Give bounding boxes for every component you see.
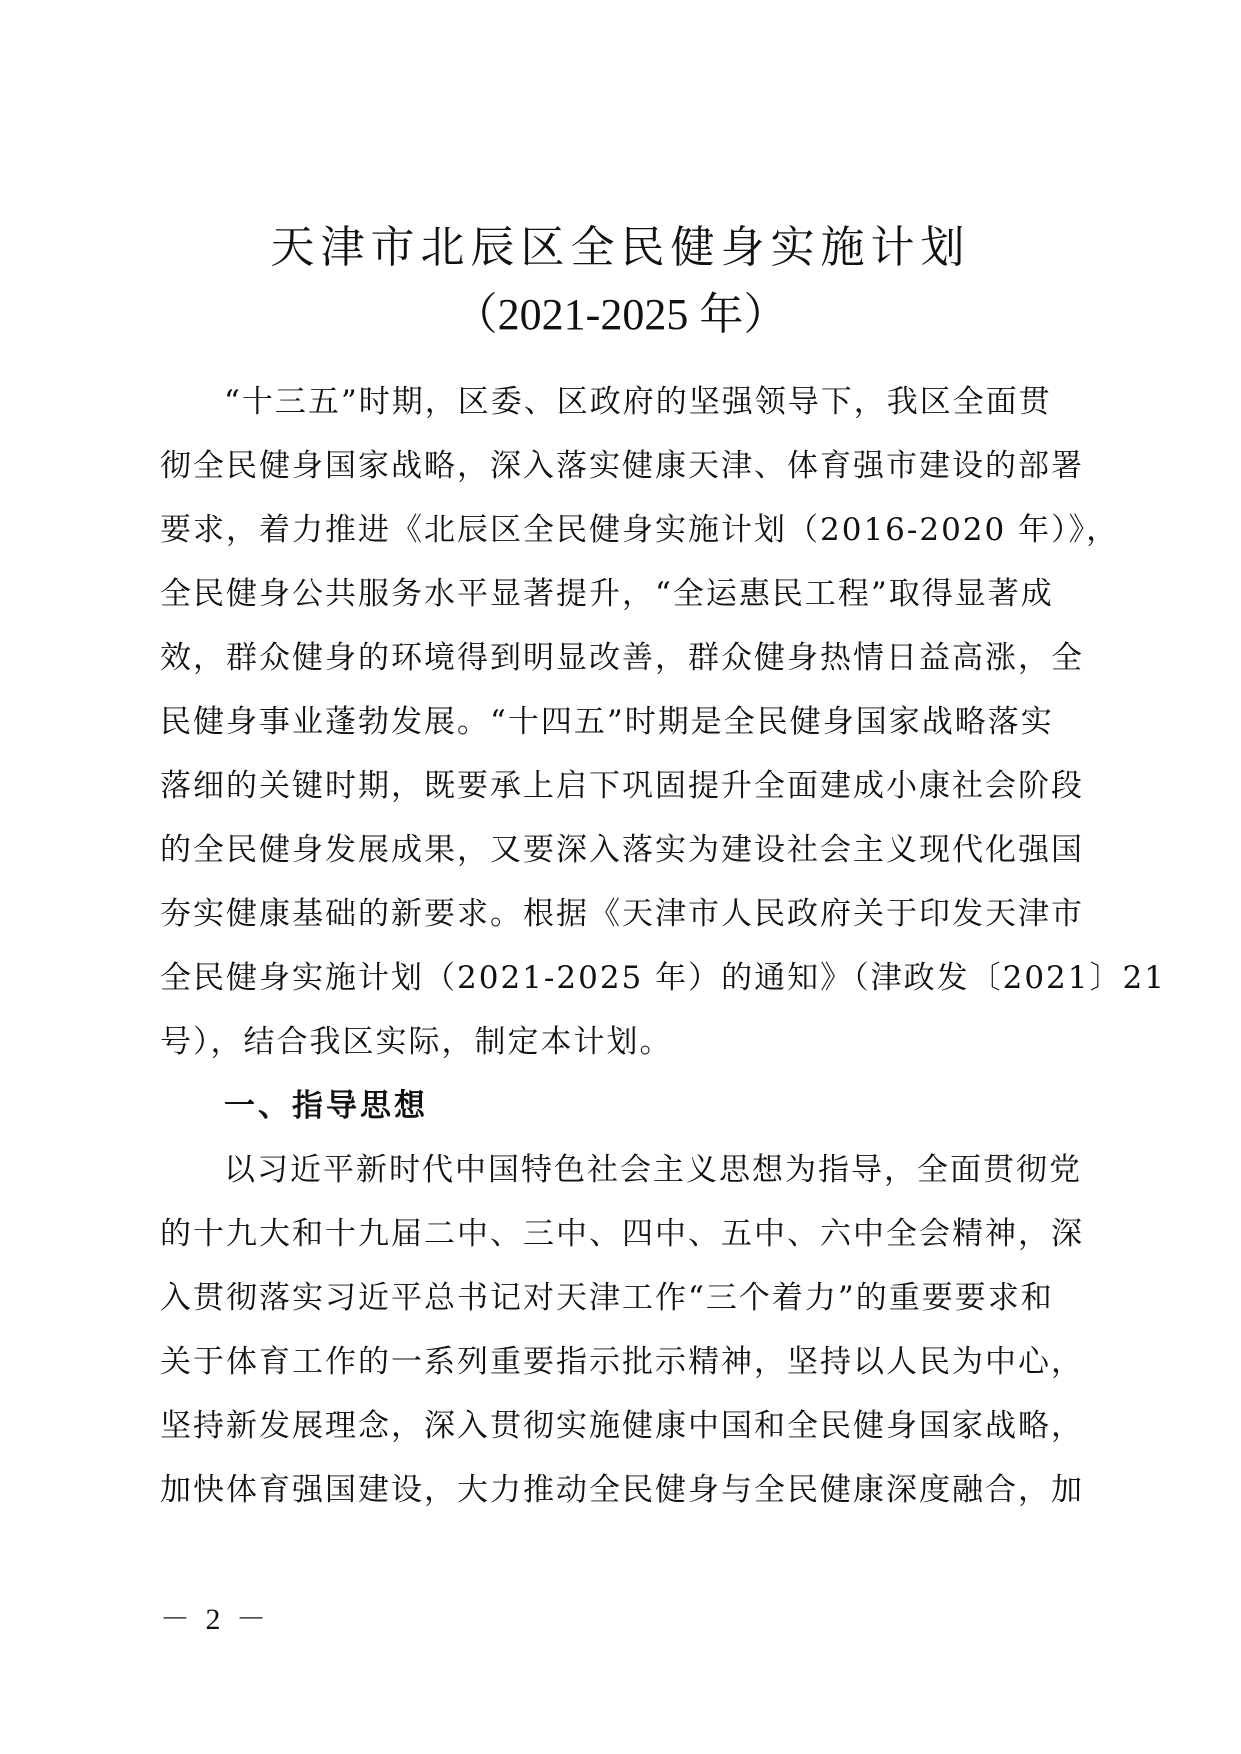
paragraph-line: 的十九大和十九届二中、三中、四中、五中、六中全会精神，深 [160,1216,1084,1252]
paragraph-line: 号），结合我区实际，制定本计划。 [160,1024,673,1060]
paragraph-line: 彻全民健身国家战略，深入落实健康天津、体育强市建设的部署 [160,448,1084,484]
paragraph-line: 入贯彻落实习近平总书记对天津工作“三个着力”的重要要求和 [160,1280,1054,1316]
paragraph-line: 落细的关键时期，既要承上启下巩固提升全面建成小康社会阶段 [160,768,1084,804]
paragraph-line: 关于体育工作的一系列重要指示批示精神，坚持以人民为中心， [160,1344,1084,1380]
document-subtitle-years: （2021-2025 年） [453,290,788,339]
paragraph-line: 的全民健身发展成果，又要深入落实为建设社会主义现代化强国 [160,832,1084,868]
paragraph-line: 要求，着力推进《北辰区全民健身实施计划（2016-2020 年）》， [160,512,1120,548]
paragraph-line: 效，群众健身的环境得到明显改善，群众健身热情日益高涨，全 [160,640,1084,676]
paragraph-line: 加快体育强国建设，大力推动全民健身与全民健康深度融合，加 [160,1472,1084,1508]
paragraph-line: 夯实健康基础的新要求。根据《天津市人民政府关于印发天津市 [160,896,1084,932]
document-title: 天津市北辰区全民健身实施计划 [270,222,971,273]
section-heading-guiding-ideology: 一、指导思想 [224,1088,428,1124]
paragraph-line: “十三五”时期，区委、区政府的坚强领导下，我区全面贯 [224,384,1052,420]
paragraph-line: 全民健身实施计划（2021-2025 年）的通知》（津政发〔2021〕21 [160,960,1166,996]
paragraph-line: 以习近平新时代中国特色社会主义思想为指导，全面贯彻党 [224,1152,1082,1188]
page-number: － 2 － [160,1603,270,1636]
paragraph-line: 坚持新发展理念，深入贯彻实施健康中国和全民健身国家战略， [160,1408,1084,1444]
paragraph-line: 全民健身公共服务水平显著提升，“全运惠民工程”取得显著成 [160,576,1054,612]
paragraph-line: 民健身事业蓬勃发展。“十四五”时期是全民健身国家战略落实 [160,704,1054,740]
